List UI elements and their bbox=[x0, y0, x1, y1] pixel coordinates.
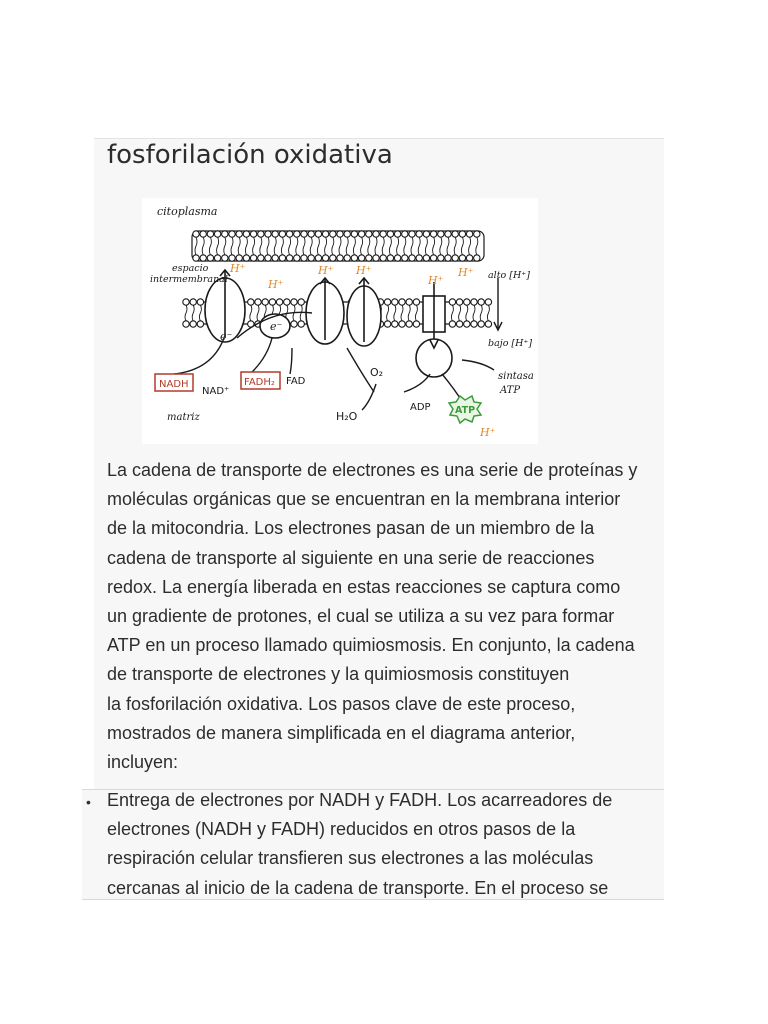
paragraph-line: ATP en un proceso llamado quimiosmosis. En conjunto, la cadena bbox=[107, 635, 635, 656]
lipid-head bbox=[456, 299, 462, 305]
lipid-head bbox=[474, 255, 480, 261]
lipid-head bbox=[229, 231, 235, 237]
lipid-head bbox=[459, 231, 465, 237]
lipid-head bbox=[394, 231, 400, 237]
label-matriz: matriz bbox=[167, 412, 200, 423]
lipid-head bbox=[337, 255, 343, 261]
lipid-tail bbox=[473, 305, 475, 321]
lipid-head bbox=[190, 321, 196, 327]
lipid-head bbox=[344, 255, 350, 261]
lipid-tail bbox=[415, 305, 417, 321]
paragraph-line: moléculas orgánicas que se encuentran en la membrana interior bbox=[107, 489, 621, 510]
paragraph-line: cadena de transporte al siguiente en una serie de reacciones bbox=[107, 547, 595, 568]
body-paragraph bbox=[107, 456, 663, 777]
lipid-head bbox=[478, 321, 484, 327]
lipid-head bbox=[445, 231, 451, 237]
lipid-head bbox=[200, 255, 206, 261]
lipid-head bbox=[315, 255, 321, 261]
lipid-tail bbox=[257, 305, 259, 321]
lipid-head bbox=[193, 255, 199, 261]
lipid-head bbox=[265, 255, 271, 261]
lipid-head bbox=[380, 231, 386, 237]
lipid-head bbox=[284, 299, 290, 305]
lipid-head bbox=[222, 255, 228, 261]
lipid-tail bbox=[487, 305, 489, 321]
lipid-head bbox=[373, 255, 379, 261]
lipid-head bbox=[330, 255, 336, 261]
lipid-head bbox=[466, 255, 472, 261]
lipid-head bbox=[322, 255, 328, 261]
lipid-head bbox=[402, 255, 408, 261]
lipid-head bbox=[456, 321, 462, 327]
label-citoplasma: citoplasma bbox=[157, 205, 218, 218]
list-item-line: Entrega de electrones por NADH y FADH. Los acarreadores de bbox=[107, 790, 613, 810]
lipid-head bbox=[449, 299, 455, 305]
lipid-head bbox=[193, 231, 199, 237]
fad-label: FAD bbox=[286, 376, 306, 387]
lipid-head bbox=[308, 231, 314, 237]
electron-label: e⁻ bbox=[220, 330, 233, 343]
lipid-head bbox=[272, 255, 278, 261]
lipid-head bbox=[409, 255, 415, 261]
lipid-tail bbox=[300, 305, 302, 321]
lipid-head bbox=[449, 321, 455, 327]
lipid-head bbox=[384, 321, 390, 327]
outer-membrane bbox=[192, 231, 484, 261]
lipid-head bbox=[392, 321, 398, 327]
adp-label: ADP bbox=[410, 402, 431, 413]
lipid-head bbox=[351, 231, 357, 237]
lipid-head bbox=[258, 231, 264, 237]
lipid-head bbox=[269, 299, 275, 305]
lipid-head bbox=[301, 231, 307, 237]
lipid-head bbox=[291, 299, 297, 305]
lipid-head bbox=[438, 255, 444, 261]
lipid-head bbox=[474, 231, 480, 237]
lipid-head bbox=[373, 231, 379, 237]
lipid-head bbox=[276, 299, 282, 305]
paragraph-line: incluyen: bbox=[107, 752, 179, 773]
lipid-head bbox=[250, 255, 256, 261]
lipid-head bbox=[406, 299, 412, 305]
hplus-label: H⁺ bbox=[230, 262, 246, 275]
lipid-head bbox=[344, 231, 350, 237]
lipid-head bbox=[197, 321, 203, 327]
lipid-head bbox=[262, 299, 268, 305]
lipid-head bbox=[399, 321, 405, 327]
label-intermembranal: intermembranal bbox=[150, 274, 228, 285]
nadh-label: NADH bbox=[159, 379, 189, 390]
lipid-head bbox=[485, 299, 491, 305]
hplus-label: H⁺ bbox=[428, 274, 444, 287]
lipid-head bbox=[392, 299, 398, 305]
lipid-head bbox=[298, 321, 304, 327]
lipid-head bbox=[294, 255, 300, 261]
paragraph-line: de la mitocondria. Los electrones pasan de un miembro de la bbox=[107, 518, 595, 539]
lipid-head bbox=[255, 299, 261, 305]
lipid-head bbox=[406, 321, 412, 327]
lipid-head bbox=[301, 255, 307, 261]
fadh2-label: FADH₂ bbox=[244, 377, 275, 388]
lipid-head bbox=[197, 299, 203, 305]
lipid-head bbox=[207, 255, 213, 261]
lipid-head bbox=[351, 255, 357, 261]
lipid-head bbox=[413, 321, 419, 327]
lipid-tail bbox=[480, 305, 482, 321]
electron-label: e⁻ bbox=[270, 320, 283, 333]
lipid-tail bbox=[459, 305, 461, 321]
lipid-head bbox=[380, 255, 386, 261]
lipid-head bbox=[315, 231, 321, 237]
lipid-head bbox=[423, 255, 429, 261]
lipid-head bbox=[294, 231, 300, 237]
h2o-label: H₂O bbox=[336, 410, 358, 423]
lipid-head bbox=[478, 299, 484, 305]
lipid-tail bbox=[250, 305, 252, 321]
lipid-head bbox=[286, 255, 292, 261]
lipid-tail bbox=[387, 305, 389, 321]
nad-plus-label: NAD⁺ bbox=[202, 386, 230, 397]
lipid-head bbox=[464, 321, 470, 327]
lipid-head bbox=[358, 231, 364, 237]
lipid-head bbox=[308, 255, 314, 261]
lipid-head bbox=[258, 255, 264, 261]
lipid-head bbox=[466, 231, 472, 237]
lipid-head bbox=[214, 231, 220, 237]
lipid-tail bbox=[199, 305, 201, 321]
lipid-head bbox=[394, 255, 400, 261]
label-bajo: bajo [H⁺] bbox=[488, 338, 533, 349]
lipid-head bbox=[222, 231, 228, 237]
lipid-tail bbox=[192, 305, 194, 321]
lipid-head bbox=[416, 231, 422, 237]
lipid-head bbox=[358, 255, 364, 261]
lipid-head bbox=[430, 255, 436, 261]
lipid-head bbox=[214, 255, 220, 261]
lipid-head bbox=[416, 255, 422, 261]
lipid-head bbox=[452, 231, 458, 237]
lipid-head bbox=[298, 299, 304, 305]
lipid-head bbox=[430, 231, 436, 237]
page-title: fosforilación oxidativa bbox=[107, 140, 393, 170]
list-item-line: cercanas al inicio de la cadena de transporte. En el proceso se bbox=[107, 877, 609, 898]
lipid-head bbox=[330, 231, 336, 237]
lipid-head bbox=[243, 231, 249, 237]
lipid-head bbox=[452, 255, 458, 261]
complex-four bbox=[347, 278, 381, 346]
hplus-label: H⁺ bbox=[356, 264, 372, 277]
lipid-head bbox=[438, 231, 444, 237]
lipid-head bbox=[464, 299, 470, 305]
lipid-head bbox=[248, 299, 254, 305]
list-item-line: electrones (NADH y FADH) reducidos en otros pasos de la bbox=[107, 819, 576, 840]
lipid-head bbox=[387, 231, 393, 237]
lipid-head bbox=[413, 299, 419, 305]
lipid-head bbox=[423, 231, 429, 237]
hplus-label: H⁺ bbox=[458, 266, 474, 279]
lipid-head bbox=[279, 231, 285, 237]
atp-synthase bbox=[416, 282, 452, 377]
lipid-head bbox=[485, 321, 491, 327]
hplus-label: H⁺ bbox=[268, 278, 284, 291]
lipid-head bbox=[272, 231, 278, 237]
lipid-head bbox=[445, 255, 451, 261]
lipid-head bbox=[250, 231, 256, 237]
lipid-head bbox=[236, 231, 242, 237]
label-espacio: espacio bbox=[172, 263, 209, 274]
lipid-head bbox=[459, 255, 465, 261]
lipid-tail bbox=[401, 305, 403, 321]
lipid-head bbox=[183, 321, 189, 327]
bullet-marker: • bbox=[86, 794, 91, 810]
lipid-head bbox=[402, 231, 408, 237]
lipid-tail bbox=[408, 305, 410, 321]
hplus-label: H⁺ bbox=[480, 426, 496, 439]
lipid-head bbox=[229, 255, 235, 261]
lipid-head bbox=[399, 299, 405, 305]
diagram-svg bbox=[142, 198, 538, 444]
label-sintasa: sintasa bbox=[498, 371, 534, 382]
lipid-head bbox=[387, 255, 393, 261]
label-alto: alto [H⁺] bbox=[488, 270, 530, 281]
paragraph-line: de transporte de electrones y la quimiosmosis constituyen bbox=[107, 664, 570, 685]
list-item-line: respiración celular transfieren sus electrones a las moléculas bbox=[107, 848, 594, 869]
o2-label: O₂ bbox=[370, 366, 384, 379]
lipid-head bbox=[183, 299, 189, 305]
paragraph-line: redox. La energía liberada en estas reacciones se captura como bbox=[107, 576, 621, 597]
label-atp-word: ATP bbox=[500, 385, 521, 396]
oxidative-phosphorylation-diagram bbox=[142, 198, 538, 444]
lipid-head bbox=[286, 231, 292, 237]
lipid-head bbox=[384, 299, 390, 305]
lipid-head bbox=[200, 231, 206, 237]
paragraph-line: la fosforilación oxidativa. Los pasos clave de este proceso, bbox=[107, 693, 576, 714]
lipid-tail bbox=[185, 305, 187, 321]
atp-badge-label: ATP bbox=[455, 405, 476, 416]
lipid-head bbox=[236, 255, 242, 261]
lipid-head bbox=[243, 255, 249, 261]
lipid-tail bbox=[394, 305, 396, 321]
lipid-head bbox=[291, 321, 297, 327]
lipid-head bbox=[265, 231, 271, 237]
hplus-label: H⁺ bbox=[318, 264, 334, 277]
lipid-tail bbox=[466, 305, 468, 321]
lipid-head bbox=[409, 231, 415, 237]
lipid-head bbox=[366, 231, 372, 237]
lipid-head bbox=[471, 299, 477, 305]
lipid-head bbox=[337, 231, 343, 237]
lipid-head bbox=[190, 299, 196, 305]
lipid-head bbox=[366, 255, 372, 261]
lipid-head bbox=[322, 231, 328, 237]
lipid-head bbox=[471, 321, 477, 327]
complex-three bbox=[306, 278, 344, 344]
paragraph-line: un gradiente de protones, el cual se utiliza a su vez para formar bbox=[107, 606, 615, 627]
list-item-text bbox=[107, 786, 663, 903]
lipid-head bbox=[207, 231, 213, 237]
lipid-tail bbox=[451, 305, 453, 321]
paragraph-line: mostrados de manera simplificada en el diagrama anterior, bbox=[107, 722, 576, 743]
paragraph-line: La cadena de transporte de electrones es una serie de proteínas y bbox=[107, 460, 638, 480]
lipid-head bbox=[279, 255, 285, 261]
